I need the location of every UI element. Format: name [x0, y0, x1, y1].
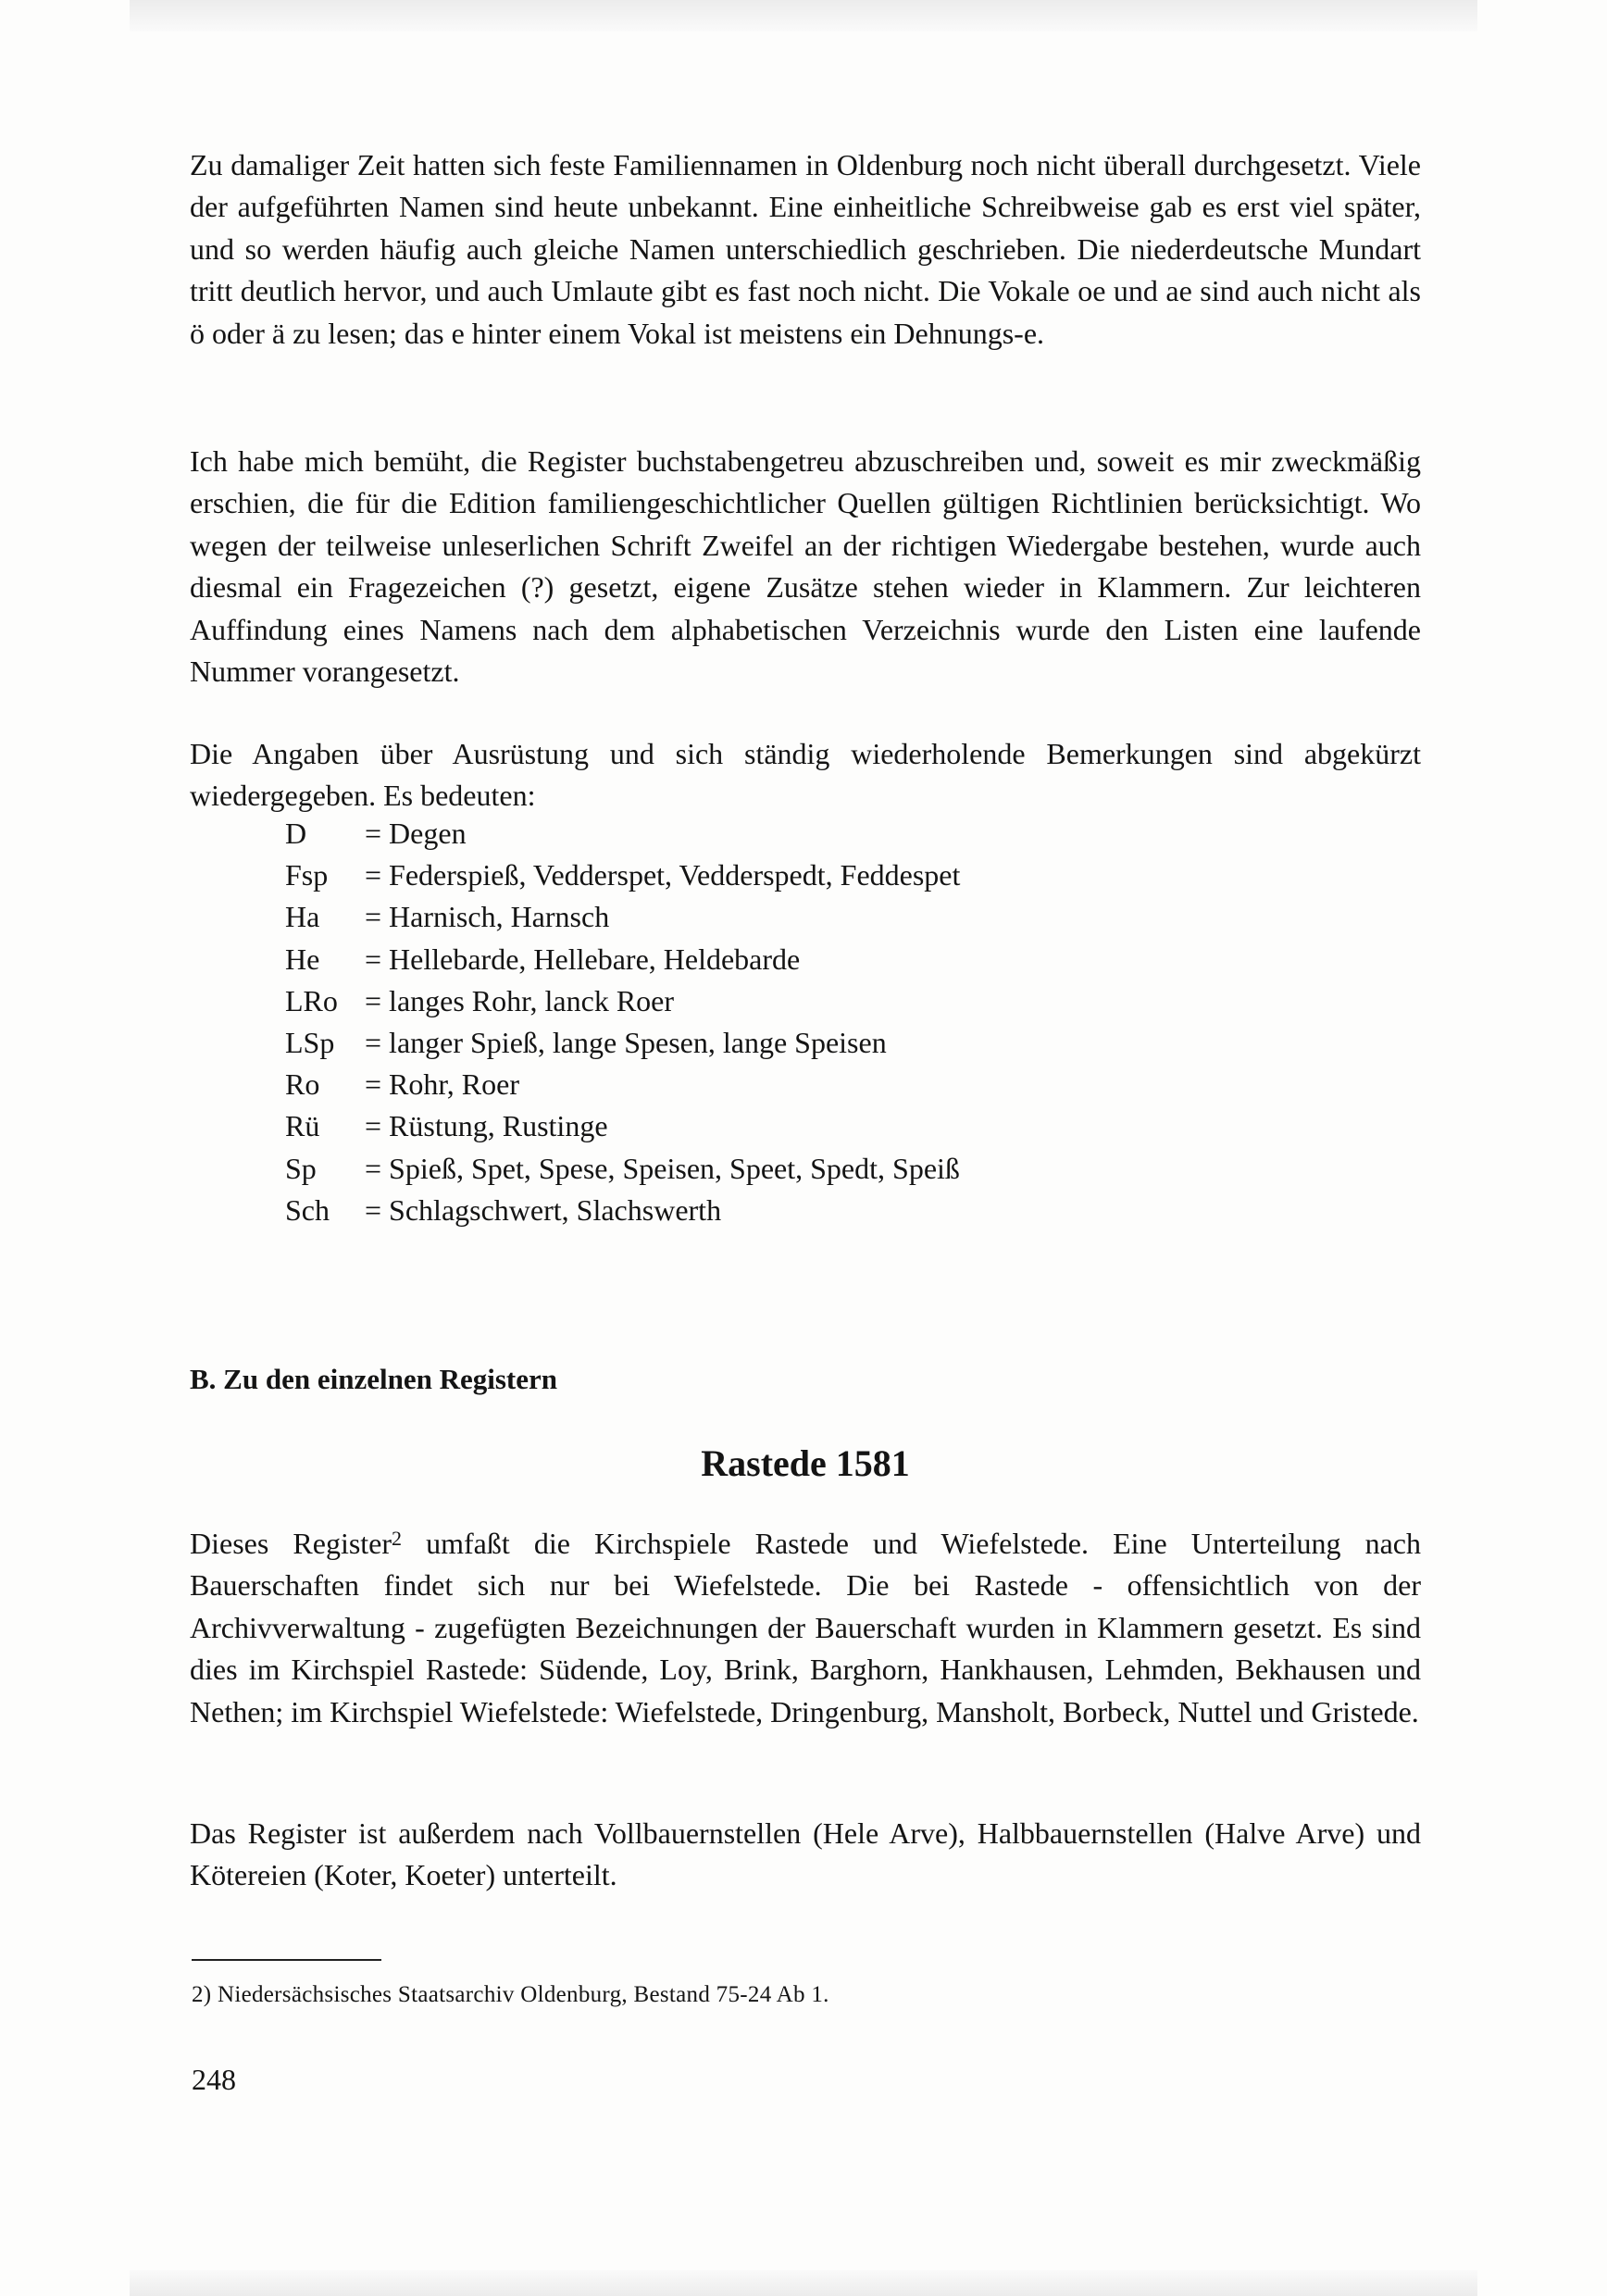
abbreviation-meaning: = Schlagschwert, Slachswerth	[365, 1192, 722, 1227]
section-heading: B. Zu den einzelnen Registern	[190, 1363, 557, 1395]
paragraph-family-names: Zu damaliger Zeit hatten sich feste Familiennamen in Oldenburg noch nicht überall durchgesetzt. Viele der aufgeführten Namen sind heute unbekannt. Eine einheitliche Schreibweise gab es erst viel später, und so werden häufig auch gleiche Namen unterschiedlich geschrieben. Die niederdeutsche Mundart tritt deutlich hervor, und auch Umlaute gibt es fast noch nicht. Die Vokale oe und ae sind auch nicht als ö oder ä zu lesen; das e hinter einem Vokal ist meistens ein Dehnungs-e.	[190, 148, 1421, 350]
abbreviation-meaning: = langer Spieß, lange Spesen, lange Speisen	[365, 1026, 887, 1060]
abbreviation-code: D	[285, 817, 307, 850]
abbreviation-row	[285, 980, 960, 1022]
paragraph-text: Dieses Register	[190, 1527, 392, 1560]
abbreviation-row	[285, 1022, 960, 1064]
abbreviation-meaning: = Rüstung, Rustinge	[365, 1109, 608, 1143]
abbreviation-code: He	[285, 942, 320, 976]
abbreviation-meaning: = Federspieß, Vedderspet, Vedderspedt, Feddespet	[365, 858, 961, 892]
abbreviation-row	[285, 1190, 960, 1231]
abbreviation-row	[285, 896, 960, 938]
abbreviation-code: Sp	[285, 1151, 317, 1185]
footnote: 2) Niedersächsisches Staatsarchiv Oldenburg, Bestand 75-24 Ab 1.	[192, 1982, 829, 2007]
abbreviation-code: Sch	[285, 1192, 330, 1227]
page-number: 248	[192, 2063, 236, 2096]
paragraph-transcription-method: Ich habe mich bemüht, die Register buchstabengetreu abzuschreiben und, soweit es mir zweckmäßig erschien, die für die Edition familiengeschichtlicher Quellen gültigen Richtlinien berücksichtigt. Wo wegen der teilweise unleserlichen Schrift Zweifel an der richtigen Wiedergabe bestehen, wurde auch diesmal ein Fragezeichen (?) gesetzt, eigene Zusätze stehen wieder in Klammern. Zur leichteren Auffindung eines Namens nach dem alphabetischen Verzeichnis wurde den Listen eine laufende Nummer vorangesetzt.	[190, 444, 1421, 689]
abbreviation-code: Ha	[285, 900, 320, 934]
abbreviation-list	[285, 813, 960, 1231]
abbreviation-code: LSp	[285, 1026, 335, 1060]
footnote-reference: 2	[392, 1527, 403, 1550]
abbreviation-row	[285, 855, 960, 896]
scan-edge-top	[130, 0, 1477, 31]
scan-edge-bottom	[130, 2270, 1477, 2296]
paragraph-abbreviations-intro: Die Angaben über Ausrüstung und sich ständig wiederholende Bemerkungen sind abgekürzt wiedergegeben. Es bedeuten:	[190, 737, 1421, 813]
abbreviation-meaning: = langes Rohr, lanck Roer	[365, 983, 675, 1017]
abbreviation-row	[285, 813, 960, 855]
register-title: Rastede 1581	[701, 1442, 910, 1484]
abbreviation-row	[285, 1064, 960, 1105]
abbreviation-code: Ro	[285, 1067, 320, 1102]
abbreviation-row	[285, 1148, 960, 1190]
abbreviation-row	[285, 1105, 960, 1147]
abbreviation-meaning: = Harnisch, Harnsch	[365, 900, 610, 934]
abbreviation-code: LRo	[285, 983, 338, 1017]
paragraph-register-description	[190, 1523, 1421, 1733]
abbreviation-code: Fsp	[285, 858, 329, 892]
abbreviation-meaning: = Spieß, Spet, Spese, Speisen, Speet, Spedt, Speiß	[365, 1151, 960, 1185]
abbreviation-code: Rü	[285, 1109, 320, 1143]
footnote-divider	[192, 1959, 381, 1961]
paragraph-register-structure: Das Register ist außerdem nach Vollbauernstellen (Hele Arve), Halbbauernstellen (Halve Arve) und Kötereien (Koter, Koeter) unterteilt.	[190, 1816, 1421, 1892]
abbreviation-meaning: = Degen	[365, 817, 467, 850]
abbreviation-meaning: = Hellebarde, Hellebare, Heldebarde	[365, 942, 801, 976]
abbreviation-row	[285, 939, 960, 980]
paragraph-text: umfaßt die Kirchspiele Rastede und Wiefelstede. Eine Unterteilung nach Bauerschaften findet sich nur bei Wiefelstede. Die bei Rastede - offensichtlich von der Archivverwaltung - zugefügten Bezeichnungen der Bauerschaft wurden in Klammern gesetzt. Es sind dies im Kirchspiel Rastede: Südende, Loy, Brink, Barghorn, Hankhausen, Lehmden, Bekhausen und Nethen; im Kirchspiel Wiefelstede: Wiefelstede, Dringenburg, Mansholt, Borbeck, Nuttel und Gristede.	[190, 1527, 1422, 1728]
abbreviation-meaning: = Rohr, Roer	[365, 1067, 519, 1102]
